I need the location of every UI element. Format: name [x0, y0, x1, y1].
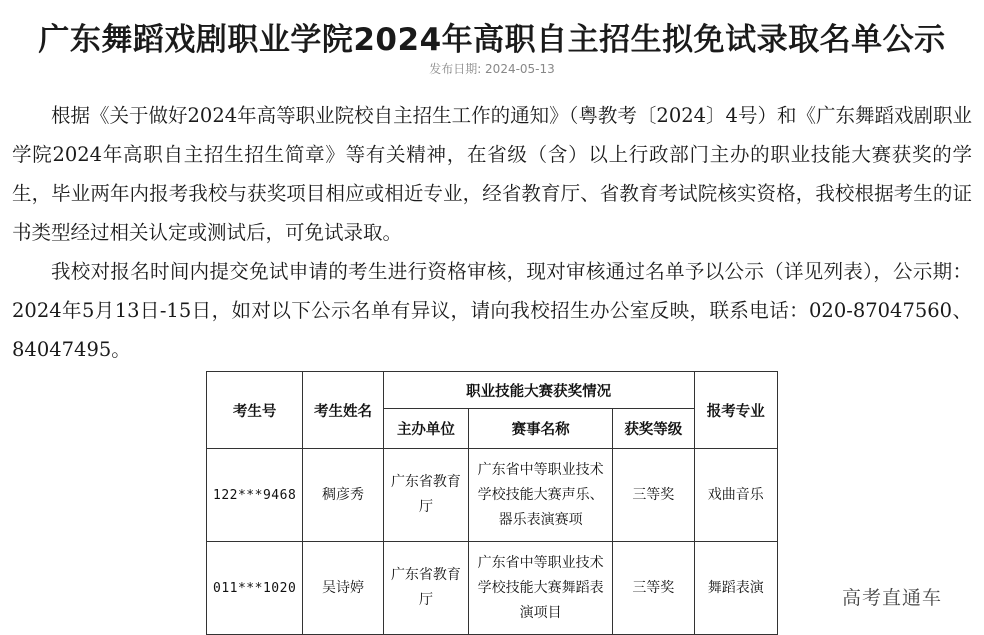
source-watermark: 高考直通车: [842, 587, 943, 609]
header-event: 赛事名称: [469, 409, 613, 449]
cell-event: 广东省中等职业技术学校技能大赛声乐、器乐表演赛项: [469, 449, 613, 542]
cell-organizer: 广东省教育厅: [383, 542, 468, 635]
paragraph-notice: 我校对报名时间内提交免试申请的考生进行资格审核，现对审核通过名单予以公示（详见列表），公示期：2024年5月13日-15日，如对以下公示名单有异议，请向我校招生办公室反映，联系电话：020-87047560、84047495。: [12, 260, 972, 361]
cell-organizer: 广东省教育厅: [383, 449, 468, 542]
header-level: 获奖等级: [613, 409, 694, 449]
admission-list-table: [206, 371, 778, 635]
paragraph-intro: 根据《关于做好2024年高等职业院校自主招生工作的通知》（粤教考〔2024〕4号）和《广东舞蹈戏剧职业学院2024年高职自主招生招生简章》等有关精神，在省级（含）以上行政部门主办的职业技能大赛获奖的学生，毕业两年内报考我校与获奖项目相应或相近专业，经省教育厅、省教育考试院核实资格，我校根据考生的证书类型经过相关认定或测试后，可免试录取。: [12, 104, 972, 244]
publish-date: 发布日期: 2024-05-13: [429, 62, 555, 76]
cell-level: 三等奖: [613, 449, 694, 542]
table-header-row: [207, 372, 778, 409]
header-exam-no: 考生号: [207, 372, 303, 449]
cell-name: 稠彦秀: [303, 449, 383, 542]
cell-event: 广东省中等职业技术学校技能大赛舞蹈表演项目: [469, 542, 613, 635]
cell-name: 吴诗婷: [303, 542, 383, 635]
cell-level: 三等奖: [613, 542, 694, 635]
article-body: [12, 96, 972, 369]
table-row: [207, 449, 778, 542]
header-organizer: 主办单位: [383, 409, 468, 449]
header-major: 报考专业: [694, 372, 777, 449]
table-row: [207, 542, 778, 635]
cell-exam-no: 011***1020: [207, 542, 303, 635]
header-name: 考生姓名: [303, 372, 383, 449]
cell-major: 戏曲音乐: [694, 449, 777, 542]
header-award-group: 职业技能大赛获奖情况: [383, 372, 694, 409]
cell-exam-no: 122***9468: [207, 449, 303, 542]
page-title: 广东舞蹈戏剧职业学院2024年高职自主招生拟免试录取名单公示: [38, 22, 946, 58]
cell-major: 舞蹈表演: [694, 542, 777, 635]
